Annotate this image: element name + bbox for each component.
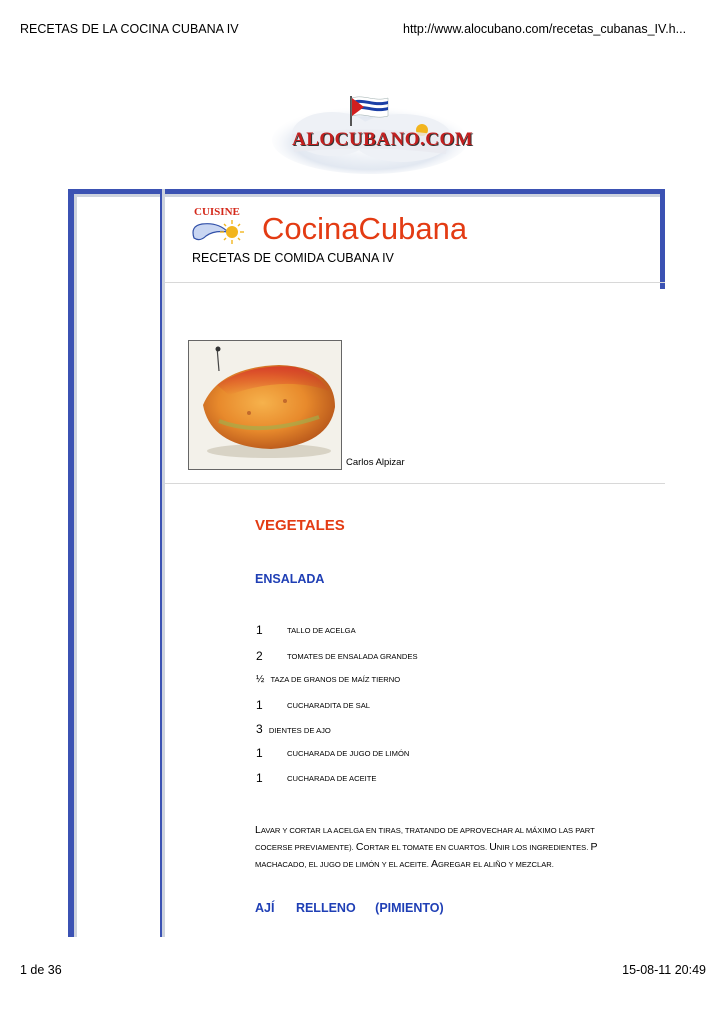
instruction-text: MACHACADO, EL JUGO DE LIMÓN Y EL ACEITE. <box>255 860 431 869</box>
instruction-cap: A <box>430 858 438 870</box>
instruction-text: NIR LOS INGREDIENTES. <box>496 843 591 852</box>
instruction-text: GREGAR EL ALIÑO Y MEZCLAR. <box>437 860 554 869</box>
instruction-line <box>255 839 665 856</box>
cuisine-logo <box>188 206 252 252</box>
site-logo[interactable] <box>272 94 474 176</box>
instruction-line <box>255 822 665 839</box>
ingredient-name: CUCHARADA DE ACEITE <box>287 774 377 783</box>
site-logo-text: ALOCUBANO.COM <box>292 129 474 150</box>
frame-left-gray <box>74 189 77 937</box>
next-recipe-word: AJÍ <box>255 901 275 915</box>
recipe-title: ENSALADA <box>255 572 325 586</box>
ingredient-item <box>256 771 377 785</box>
ingredient-item <box>256 746 410 760</box>
instruction-cap: C <box>355 841 364 853</box>
brand-title: CocinaCubana <box>262 211 468 246</box>
instruction-cap: P <box>590 841 598 853</box>
next-recipe-title <box>255 901 444 915</box>
ingredient-name: TOMATES DE ENSALADA GRANDES <box>287 652 418 661</box>
ingredient-item <box>256 674 400 685</box>
print-header-url: http://www.alocubano.com/recetas_cubanas_IV.h... <box>403 22 687 36</box>
ingredient-name: TALLO DE ACELGA <box>287 626 356 635</box>
print-footer-datetime: 15-08-11 20:49 <box>622 963 706 977</box>
next-recipe-word: RELLENO <box>295 901 356 915</box>
instruction-text: COCERSE PREVIAMENTE). <box>255 843 356 852</box>
artist-credit: Carlos Alpizar <box>346 457 405 468</box>
cuisine-badge: CUISINE <box>194 206 240 218</box>
frame-right-blue <box>660 189 665 289</box>
instruction-text: AVAR Y CORTAR LA ACELGA EN TIRAS, TRATANDO DE APROVECHAR AL MÁXIMO LAS PART <box>260 826 595 835</box>
instruction-cap: L <box>255 824 261 836</box>
ingredient-qty: 2 <box>256 649 263 663</box>
ingredient-name: TAZA DE GRANOS DE MAÍZ TIERNO <box>270 675 401 684</box>
ingredient-item <box>256 722 331 736</box>
ingredient-name: DIENTES DE AJO <box>268 726 331 735</box>
ingredient-qty: 1 <box>256 771 263 785</box>
ingredient-qty: 1 <box>256 746 263 760</box>
instruction-text: ORTAR EL TOMATE EN CUARTOS. <box>363 843 490 852</box>
ingredient-qty: 1 <box>256 623 263 637</box>
next-recipe-word: (PIMIENTO) <box>375 901 444 915</box>
mamey-painting <box>188 340 342 470</box>
brand-subtitle: RECETAS DE COMIDA CUBANA IV <box>192 251 394 265</box>
divider-mid <box>165 483 665 484</box>
ingredient-item <box>256 649 418 663</box>
instruction-line <box>255 856 665 872</box>
print-footer-page: 1 de 36 <box>20 963 62 977</box>
print-header-title: RECETAS DE LA COCINA CUBANA IV <box>20 22 239 36</box>
ingredient-qty: 1 <box>256 698 263 712</box>
ingredient-qty: 3 <box>256 722 263 736</box>
ingredient-item <box>256 698 370 712</box>
section-title: VEGETALES <box>255 517 345 534</box>
instruction-cap: U <box>489 841 497 853</box>
ingredient-item <box>256 623 356 637</box>
ingredient-name: CUCHARADITA DE SAL <box>287 701 370 710</box>
mamey-painting-image <box>189 341 341 469</box>
ingredient-qty: ½ <box>256 674 265 685</box>
divider-top <box>165 282 665 283</box>
recipe-instructions <box>255 822 665 872</box>
frame-column-gray <box>162 189 165 937</box>
ingredient-name: CUCHARADA DE JUGO DE LIMÓN <box>287 749 410 758</box>
